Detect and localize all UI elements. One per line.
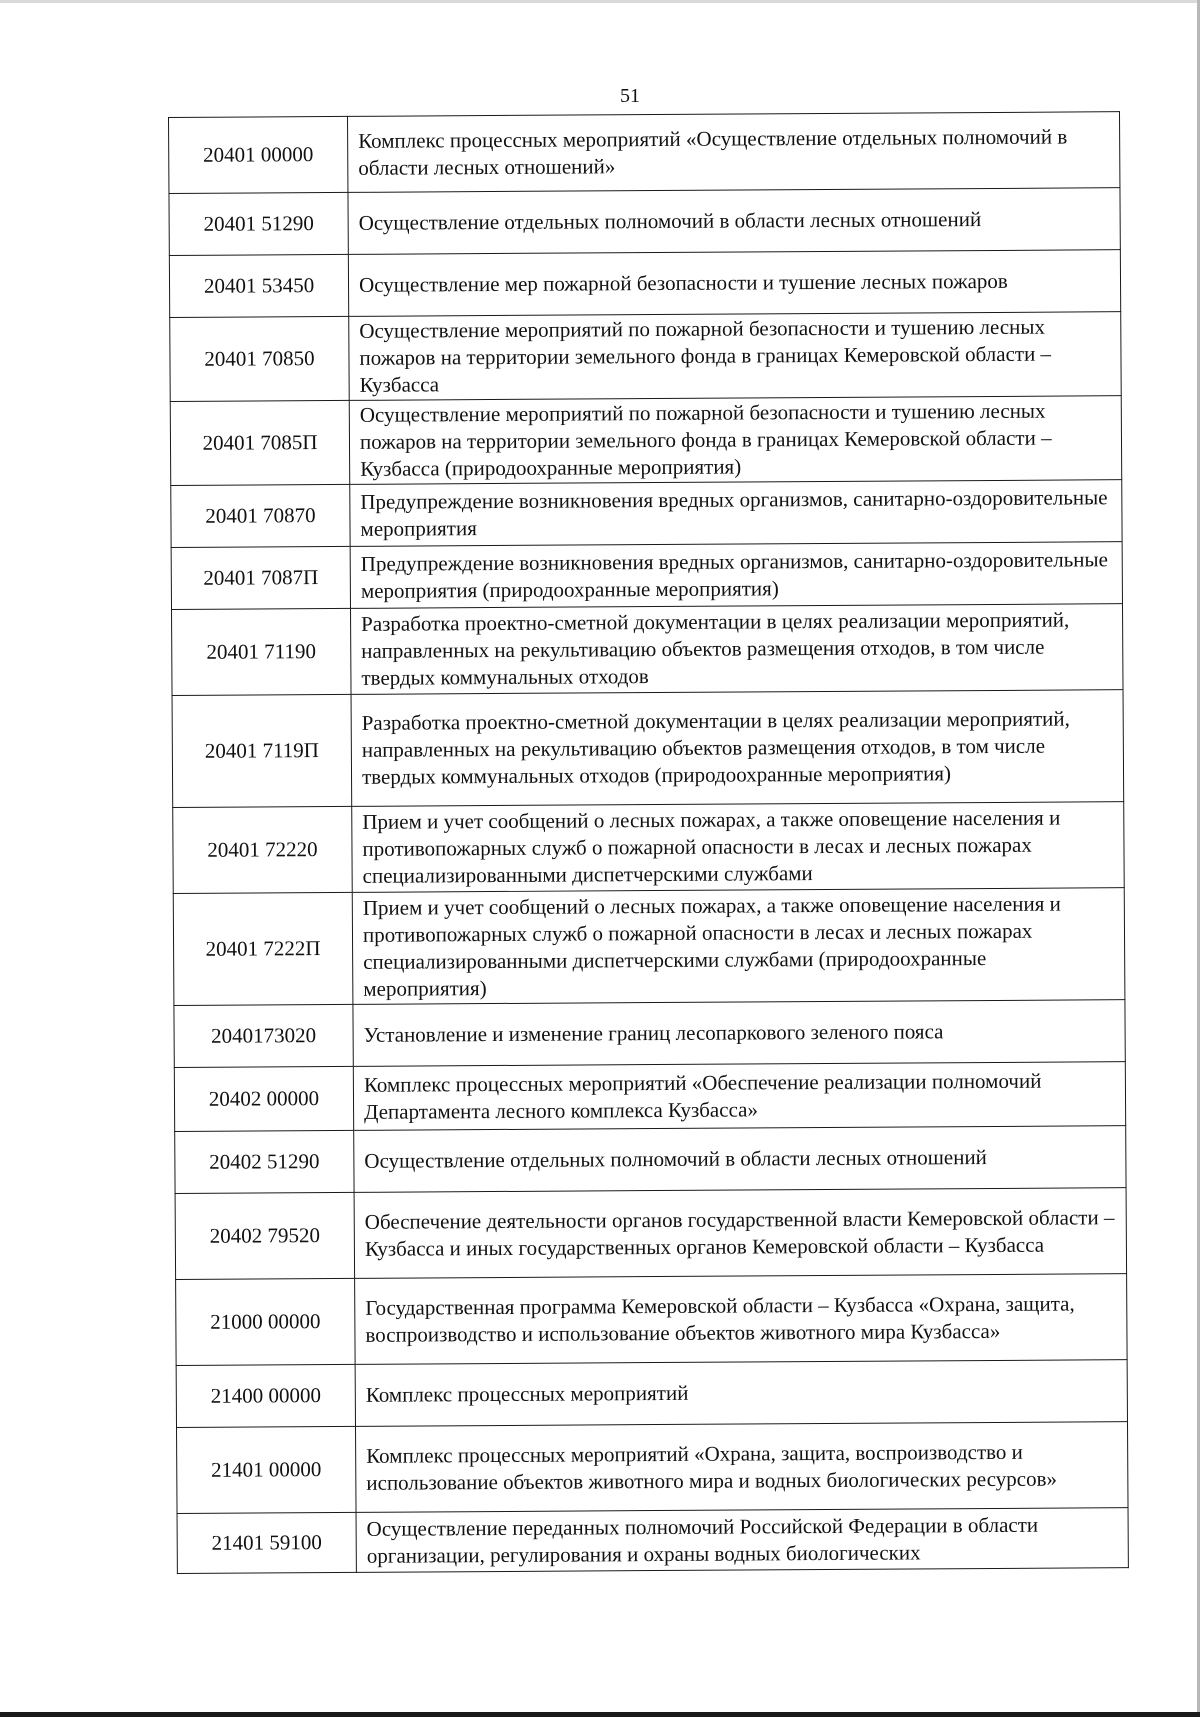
code-cell: 21400 00000	[176, 1364, 355, 1427]
description-cell: Установление и изменение границ лесопаркового зеленого пояса	[353, 1000, 1125, 1067]
code-cell: 20401 7119П	[172, 694, 352, 807]
table-row	[170, 396, 1121, 486]
code-cell: 20401 7085П	[170, 400, 350, 485]
description-cell: Осуществление переданных полномочий Российской Федерации в области организации, регулирования и охраны водных биологических	[356, 1508, 1128, 1573]
code-cell: 20401 70870	[171, 484, 350, 547]
table-row	[169, 250, 1120, 318]
table-row	[169, 188, 1120, 256]
description-cell: Разработка проектно-сметной документации в целях реализации мероприятий, направленных на рекультивацию объектов размещения отходов, в том числе твердых коммунальных отходов (природоохранные мероприятия)	[351, 690, 1124, 807]
table-row	[171, 480, 1122, 548]
code-cell: 20401 70850	[170, 316, 350, 401]
code-cell: 20402 79520	[175, 1192, 355, 1279]
code-cell: 20401 7222П	[173, 892, 353, 1005]
description-cell: Комплекс процессных мероприятий «Осуществление отдельных полномочий в области лесных отношений»	[347, 112, 1119, 193]
code-cell: 20401 71190	[172, 608, 352, 695]
description-cell: Осуществление отдельных полномочий в области лесных отношений	[354, 1126, 1126, 1193]
description-cell: Предупреждение возникновения вредных организмов, санитарно-оздоровительные мероприятия (природоохранные мероприятия)	[350, 542, 1122, 609]
table-row	[172, 690, 1124, 808]
budget-code-table	[168, 111, 1129, 1574]
code-cell: 20401 72220	[173, 806, 353, 893]
description-cell: Комплекс процессных мероприятий «Обеспечение реализации полномочий Департамента лесного комплекса Кузбасса»	[353, 1062, 1125, 1131]
code-cell: 21000 00000	[176, 1278, 356, 1365]
table-row	[173, 802, 1125, 894]
description-cell: Разработка проектно-сметной документации в целях реализации мероприятий, направленных на рекультивацию объектов размещения отходов, в том числе твердых коммунальных отходов	[351, 604, 1124, 695]
table-row	[176, 1274, 1128, 1366]
code-cell: 21401 00000	[177, 1426, 357, 1513]
table-row	[169, 112, 1120, 194]
description-cell: Предупреждение возникновения вредных организмов, санитарно-оздоровительные мероприятия	[350, 480, 1122, 547]
description-cell: Осуществление отдельных полномочий в области лесных отношений	[348, 188, 1120, 255]
table-row	[173, 888, 1125, 1006]
code-cell: 20401 7087П	[171, 546, 350, 609]
table-row	[175, 1188, 1127, 1280]
table-row	[175, 1126, 1126, 1194]
scan-top-edge	[0, 0, 1200, 3]
code-cell: 20402 00000	[174, 1066, 353, 1131]
table-row	[171, 542, 1122, 610]
table-row	[174, 1062, 1125, 1132]
table-row	[176, 1360, 1127, 1428]
table-row	[177, 1508, 1128, 1574]
description-cell: Государственная программа Кемеровской области – Кузбасса «Охрана, защита, воспроизводство и использование объектов животного мира Кузбасса»	[355, 1274, 1128, 1365]
description-cell: Осуществление мер пожарной безопасности и тушение лесных пожаров	[348, 250, 1120, 317]
page-number: 51	[620, 85, 640, 107]
code-cell: 20401 00000	[169, 116, 348, 193]
table-row	[170, 312, 1121, 402]
description-cell: Комплекс процессных мероприятий	[355, 1360, 1127, 1427]
code-cell: 20401 53450	[169, 254, 348, 317]
scan-bottom-edge	[0, 1712, 1200, 1717]
description-cell: Осуществление мероприятий по пожарной безопасности и тушению лесных пожаров на территории земельного фонда в границах Кемеровской области – Кузбасса	[349, 312, 1121, 401]
description-cell: Обеспечение деятельности органов государственной власти Кемеровской области – Кузбасса и иных государственных органов Кемеровской области – Кузбасса	[354, 1188, 1127, 1279]
table-row	[177, 1422, 1129, 1514]
code-cell: 2040173020	[174, 1004, 353, 1067]
description-cell: Прием и учет сообщений о лесных пожарах, а также оповещение населения и противопожарных служб о пожарной опасности в лесах и лесных пожарах специализированными диспетчерскими службами	[352, 802, 1125, 893]
table-row	[172, 604, 1124, 696]
description-cell: Комплекс процессных мероприятий «Охрана, защита, воспроизводство и использование объектов животного мира и водных биологических ресурсов»	[356, 1422, 1129, 1513]
code-cell: 20402 51290	[175, 1130, 354, 1193]
code-cell: 21401 59100	[177, 1512, 356, 1573]
description-cell: Осуществление мероприятий по пожарной безопасности и тушению лесных пожаров на территории земельного фонда в границах Кемеровской области – Кузбасса (природоохранные мероприятия)	[349, 396, 1121, 485]
code-cell: 20401 51290	[169, 192, 348, 255]
description-cell: Прием и учет сообщений о лесных пожарах, а также оповещение населения и противопожарных служб о пожарной опасности в лесах и лесных пожарах специализированными диспетчерскими службами (природоохранные мероприятия)	[352, 888, 1125, 1005]
table-row	[174, 1000, 1125, 1068]
